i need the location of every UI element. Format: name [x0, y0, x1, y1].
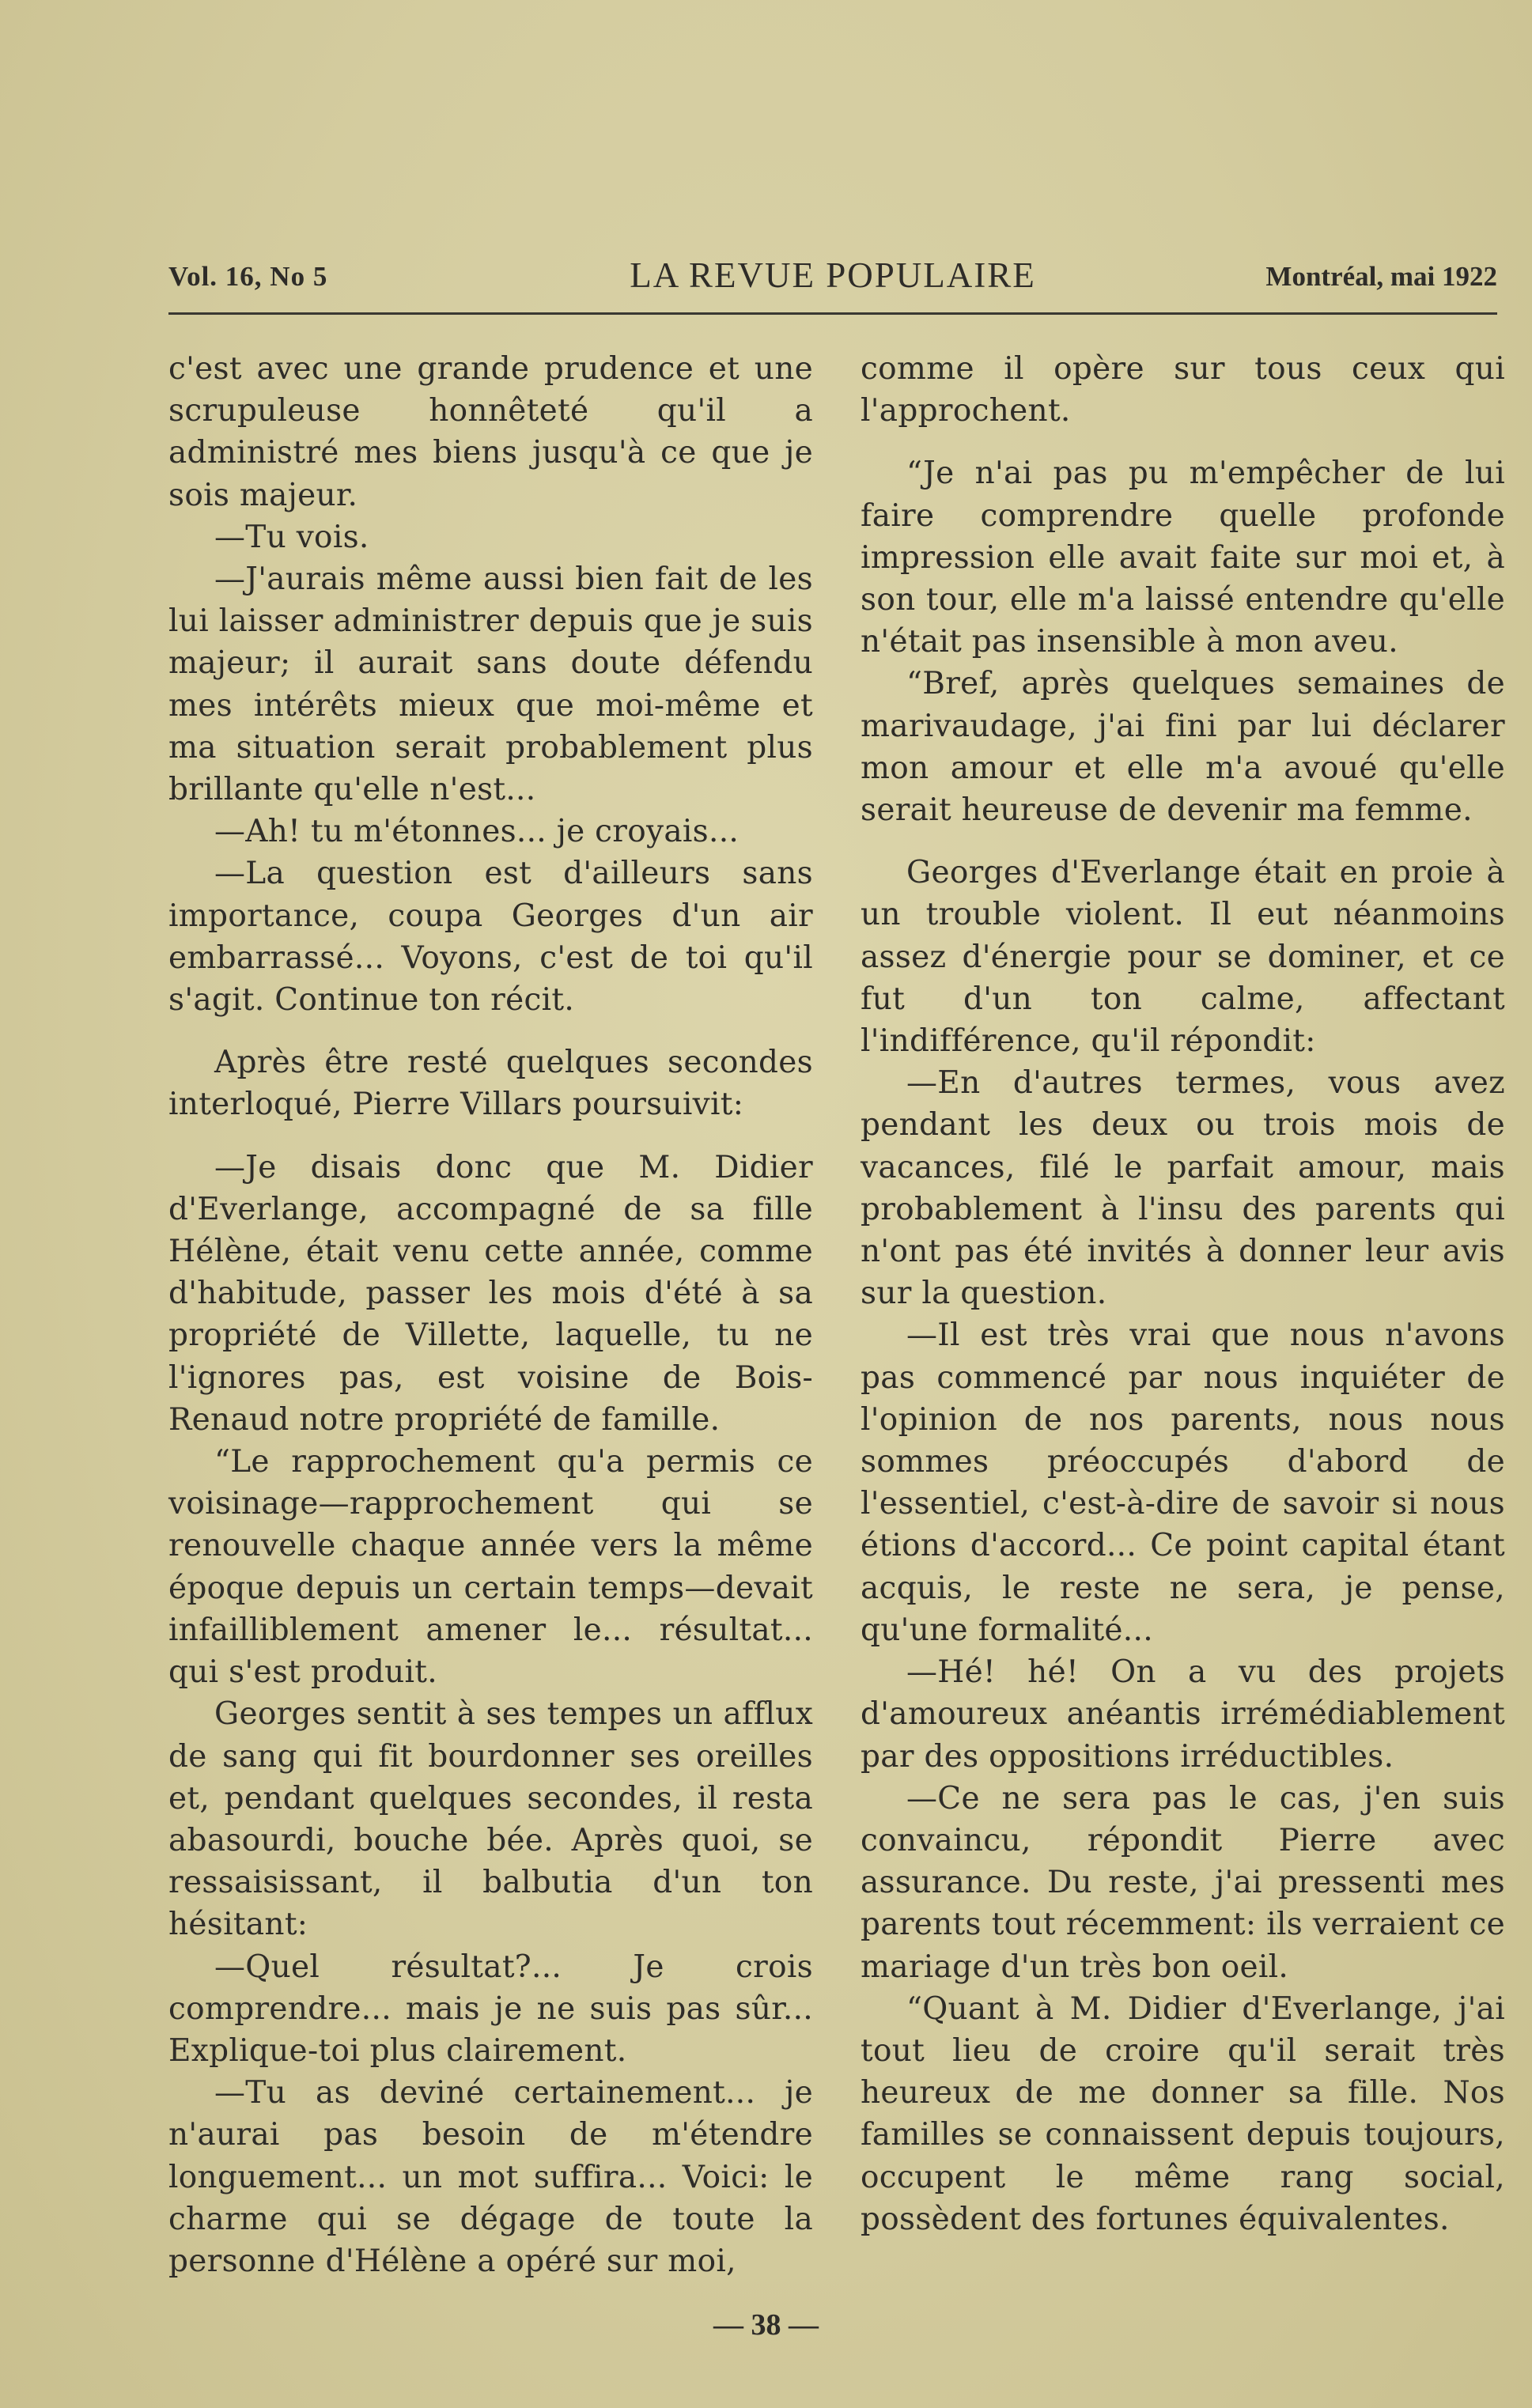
- paragraph: —En d'autres termes, vous avez pendant les deux ou trois mois de vacances, filé le parfait amour, mais probablement à l'insu des parents qui n'ont pas été invités à donner leur avis sur la question.: [861, 1065, 1505, 1312]
- right-column: [861, 348, 1505, 2240]
- paragraph: —Je disais donc que M. Didier d'Everlange, accompagné de sa fille Hélène, était venu cette année, comme d'habitude, passer les mois d'été à sa propriété de Villette, laquelle, tu ne l'ignores pas, est voisine de Bois-Renaud notre propriété de famille.: [168, 1149, 813, 1438]
- paragraph: “Le rapprochement qu'a permis ce voisinage—rapprochement qui se renouvelle chaque année vers la même époque depuis un certain temps—devait infailliblement amener le... résultat... qui s'est produit.: [168, 1444, 813, 1691]
- paragraph: Après être resté quelques secondes interloqué, Pierre Villars poursuivit:: [168, 1045, 813, 1123]
- paragraph: Georges sentit à ses tempes un afflux de sang qui fit bourdonner ses oreilles et, pendant quelques secondes, il resta abasourdi, bouche bée. Après quoi, se ressaisissant, il balbutia d'un ton hésitant:: [168, 1696, 813, 1943]
- page-header: [168, 255, 1497, 302]
- paragraph: “Je n'ai pas pu m'empêcher de lui faire comprendre quelle profonde impression elle avait faite sur moi et, à son tour, elle m'a laissé entendre qu'elle n'était pas insensible à mon aveu.: [861, 456, 1505, 660]
- paragraph: —Tu vois.: [214, 519, 369, 555]
- volume-number: Vol. 16, No 5: [168, 261, 328, 292]
- header-rule: [168, 312, 1497, 315]
- publication-title: LA REVUE POPULAIRE: [630, 255, 1036, 295]
- paragraph: —Quel résultat?... Je crois comprendre... mais je ne suis pas sûr... Explique-toi plus clairement.: [168, 1949, 813, 2069]
- place-date: Montréal, mai 1922: [1265, 261, 1497, 292]
- paragraph: —Ce ne sera pas le cas, j'en suis convaincu, répondit Pierre avec assurance. Du reste, j'ai pressenti mes parents tout récemment: ils verraient ce mariage d'un très bon oeil.: [861, 1780, 1505, 1985]
- paragraph: —J'aurais même aussi bien fait de les lui laisser administrer depuis que je suis majeur; il aurait sans doute défendu mes intérêts mieux que moi-même et ma situation serait probablement plus brillante qu'elle n'est...: [168, 561, 813, 808]
- page-number: — 38 —: [713, 2308, 819, 2342]
- paragraph: —Tu as deviné certainement... je n'aurai pas besoin de m'étendre longuement... un mot suffira... Voici: le charme qui se dégage de toute la personne d'Hélène a opéré sur moi,: [168, 2075, 813, 2279]
- paragraph: —Il est très vrai que nous n'avons pas commencé par nous inquiéter de l'opinion de nos parents, nous nous sommes préoccupés d'abord de l'essentiel, c'est-à-dire de savoir si nous étions d'accord... Ce point capital étant acquis, le reste ne sera, je pense, qu'une formalité...: [861, 1317, 1505, 1648]
- paragraph: —Ah! tu m'étonnes... je croyais...: [214, 814, 740, 850]
- paragraph: “Quant à M. Didier d'Everlange, j'ai tout lieu de croire qu'il serait très heureux de me donner sa fille. Nos familles se connaissent depuis toujours, occupent le même rang social, possèdent des fortunes équivalentes.: [861, 1990, 1505, 2237]
- paragraph: comme il opère sur tous ceux qui l'approchent.: [861, 351, 1505, 429]
- left-column: [168, 348, 813, 2282]
- paragraph: —La question est d'ailleurs sans importance, coupa Georges d'un air embarrassé... Voyons, c'est de toi qu'il s'agit. Continue ton récit.: [168, 856, 813, 1019]
- paragraph: Georges d'Everlange était en proie à un trouble violent. Il eut néanmoins assez d'énergie pour se dominer, et ce fut d'un ton calme, affectant l'indifférence, qu'il répondit:: [861, 855, 1505, 1060]
- paragraph: “Bref, après quelques semaines de marivaudage, j'ai fini par lui déclarer mon amour et elle m'a avoué qu'elle serait heureuse de devenir ma femme.: [861, 666, 1505, 829]
- paragraph: —Hé! hé! On a vu des projets d'amoureux anéantis irrémédiablement par des oppositions irréductibles.: [861, 1654, 1505, 1775]
- paragraph: c'est avec une grande prudence et une scrupuleuse honnêteté qu'il a administré mes biens jusqu'à ce que je sois majeur.: [168, 351, 813, 513]
